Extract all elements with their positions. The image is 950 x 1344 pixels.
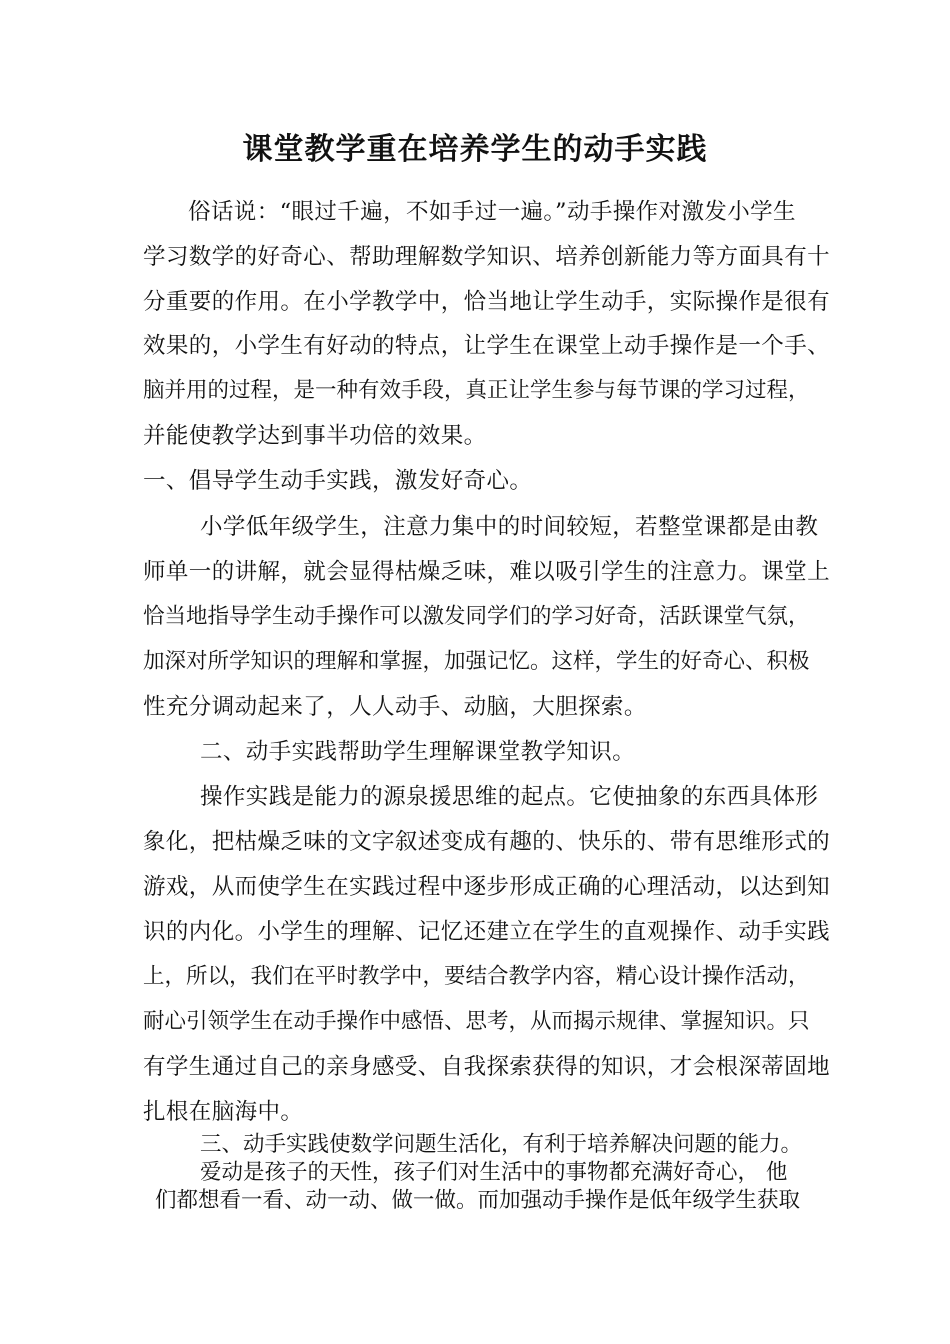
text-line: 师单一的讲解，就会显得枯燥乏味，难以吸引学生的注意力。课堂上 [143,559,831,585]
document-title: 课堂教学重在培养学生的动手实践 [242,132,708,167]
text-line: 有学生通过自己的亲身感受、自我探索获得的知识，才会根深蒂固地 [143,1054,831,1080]
text-line: 上，所以，我们在平时教学中，要结合教学内容，精心设计操作活动， [143,964,810,989]
text-line: 学习数学的好奇心、帮助理解数学知识、培养创新能力等方面具有十 [143,244,831,270]
text-line: 耐心引领学生在动手操作中感悟、思考，从而揭示规律、掌握知识。只 [143,1009,810,1034]
text-line: 分重要的作用。在小学教学中，恰当地让学生动手，实际操作是很有 [143,289,831,315]
text-line: 扎根在脑海中。 [143,1099,304,1125]
text-line: 脑并用的过程，是一种有效手段，真正让学生参与每节课的学习过程， [143,378,810,403]
section-heading: 二、动手实践帮助学生理解课堂教学知识。 [200,739,636,765]
text-line: 恰当地指导学生动手操作可以激发同学们的学习好奇，活跃课堂气氛， [143,604,810,629]
text-line: 效果的，小学生有好动的特点，让学生在课堂上动手操作是一个手、 [143,333,831,359]
section-heading: 一、倡导学生动手实践，激发好奇心。 [143,468,533,494]
text-line: 俗话说：“眼过千遍，不如手过一遍。”动手操作对激发小学生 [188,199,796,225]
text-line: 小学低年级学生，注意力集中的时间较短，若整堂课都是由教 [200,514,819,540]
text-line: 识的内化。小学生的理解、记忆还建立在学生的直观操作、动手实践 [143,919,831,945]
text-line: 性充分调动起来了，人人动手、动脑，大胆探索。 [143,694,647,720]
text-line: 象化，把枯燥乏味的文字叙述变成有趣的、快乐的、带有思维形式的 [143,829,831,855]
text-line: 们都想看一看、动一动、做一做。而加强动手操作是低年级学生获取 [155,1188,801,1213]
text-line: 游戏，从而使学生在实践过程中逐步形成正确的心理活动，以达到知 [143,874,831,900]
section-heading: 三、动手实践使数学问题生活化，有利于培养解决问题的能力。 [200,1132,803,1157]
text-line: 爱动是孩子的天性，孩子们对生活中的事物都充满好奇心， 他 [200,1160,788,1185]
text-line: 操作实践是能力的源泉援思维的起点。它使抽象的东西具体形 [200,784,819,810]
text-line: 并能使教学达到事半功倍的效果。 [143,423,487,449]
text-line: 加深对所学知识的理解和掌握，加强记忆。这样，学生的好奇心、积极 [143,649,810,674]
